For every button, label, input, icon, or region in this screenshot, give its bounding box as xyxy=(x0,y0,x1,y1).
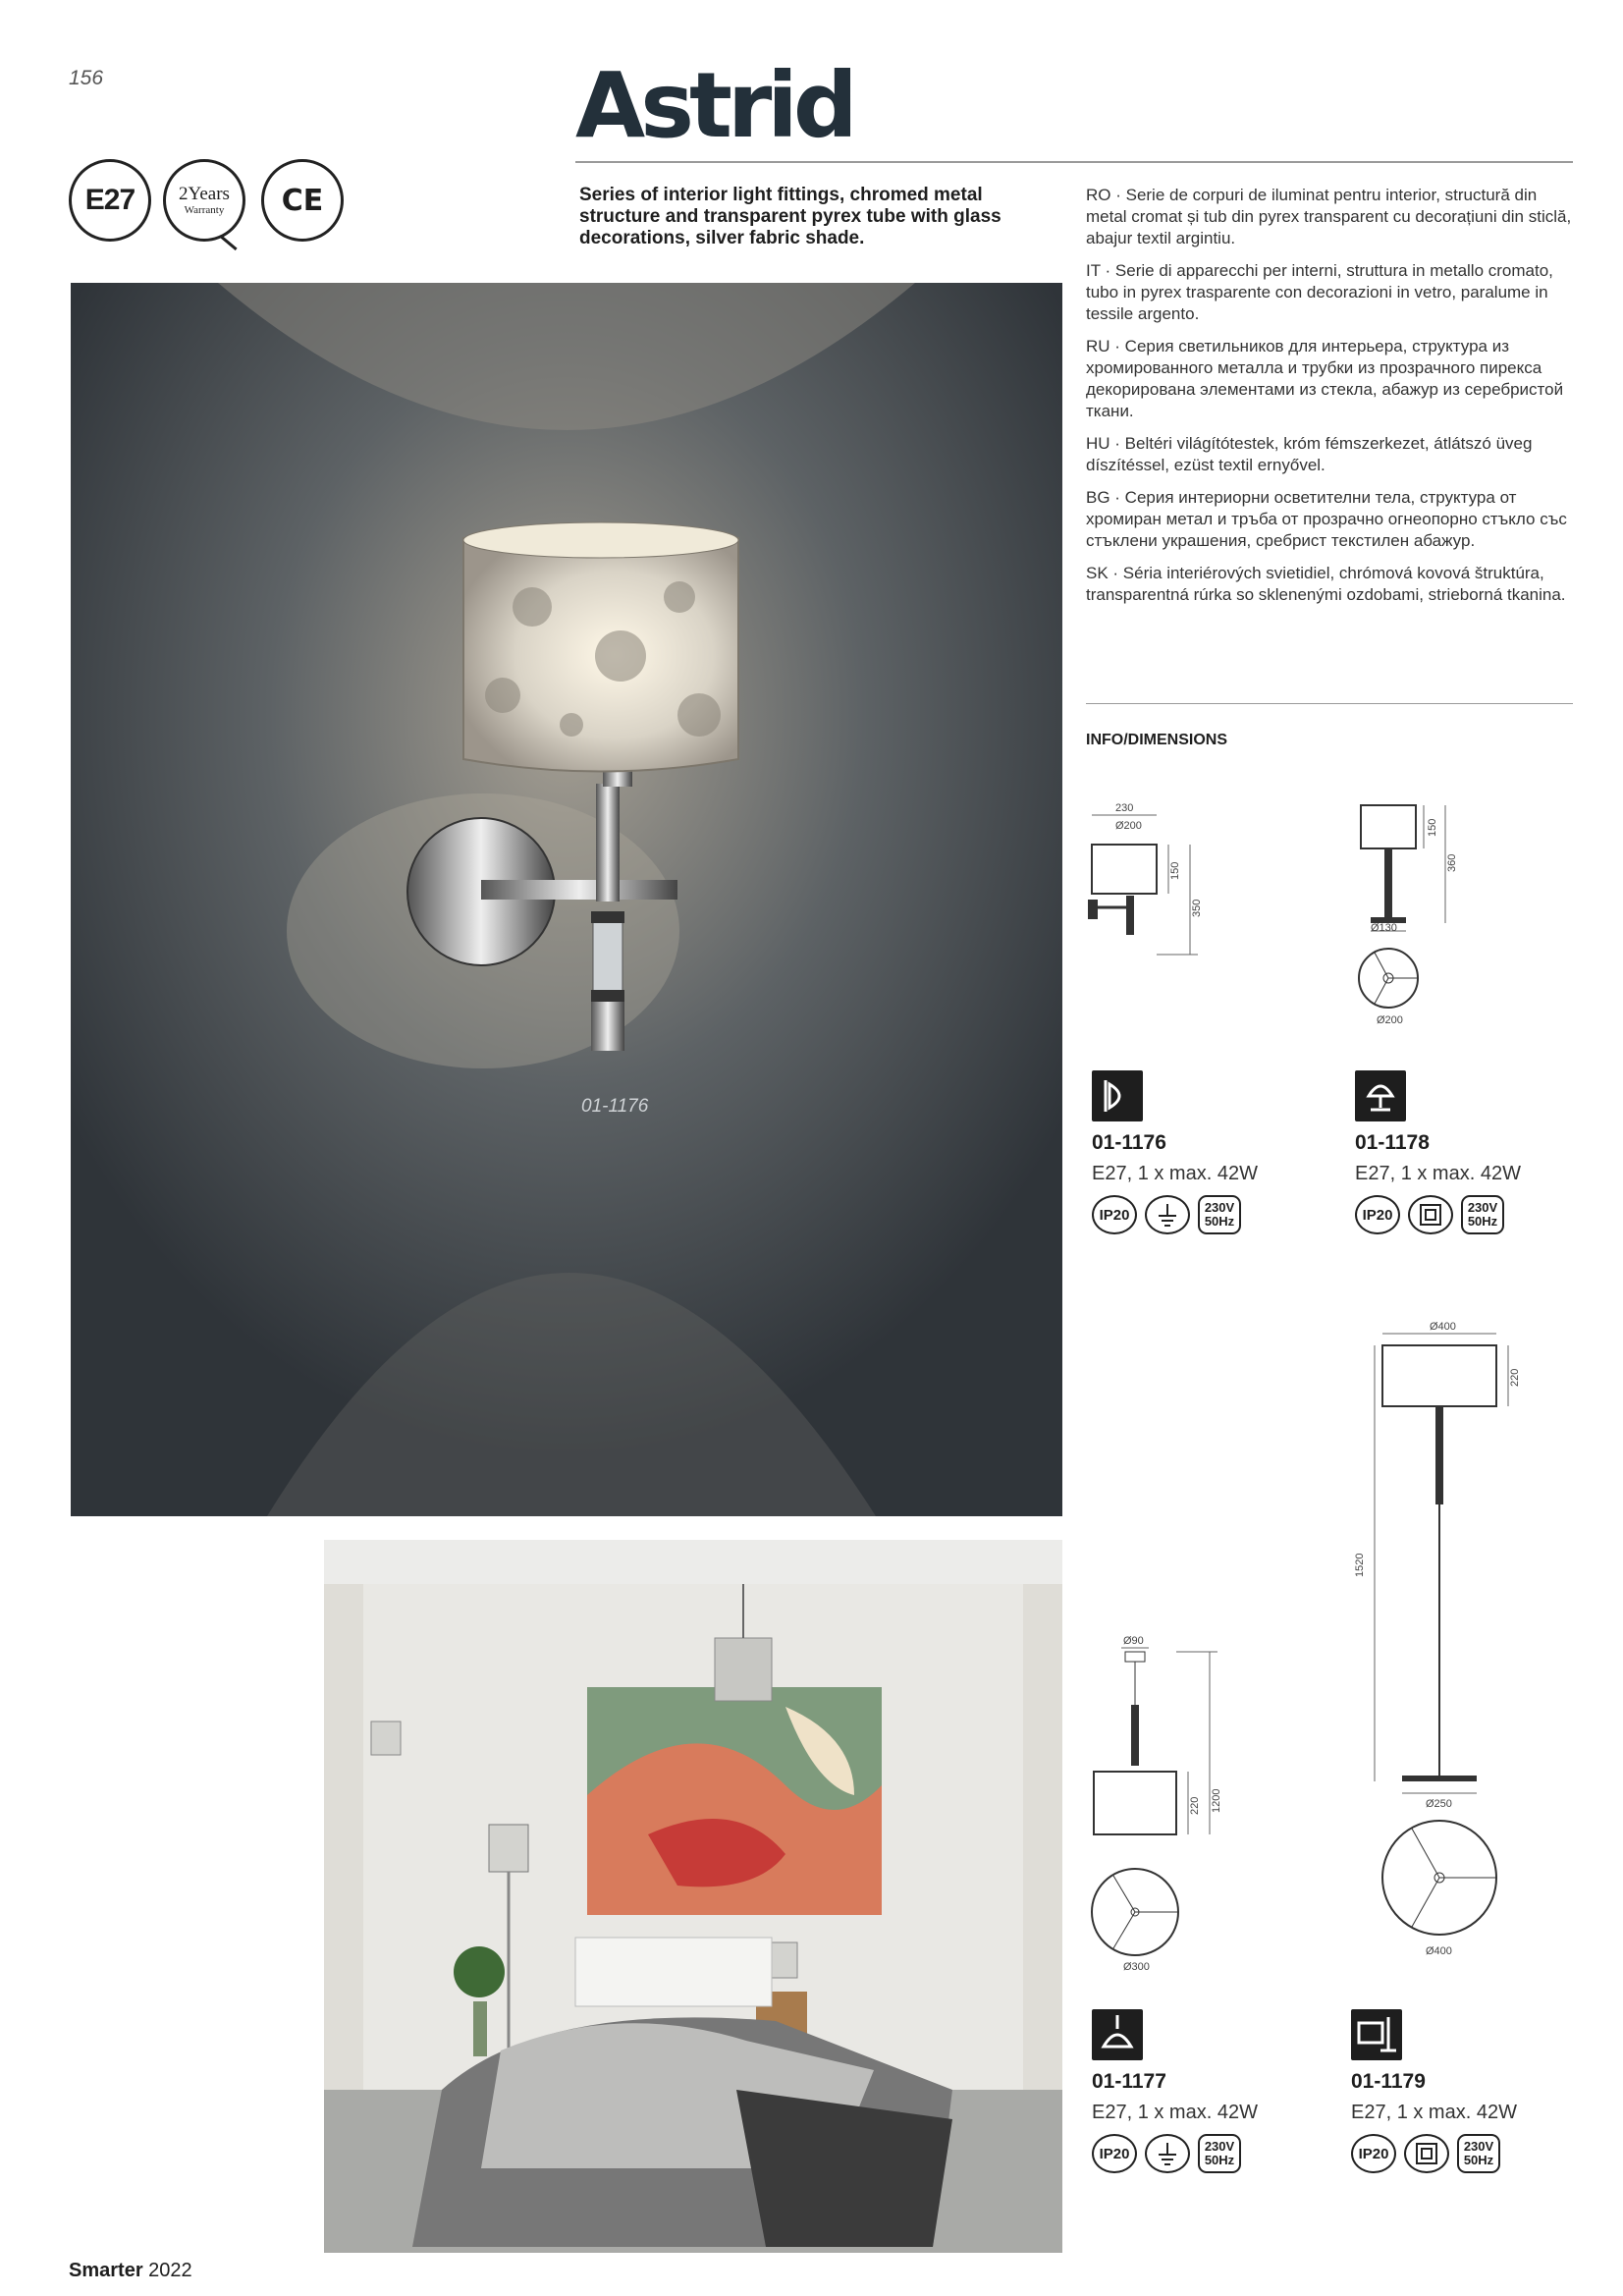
dimension-drawings-bottom xyxy=(1080,1306,1571,1994)
voltage: 230V xyxy=(1467,1200,1498,1215)
product-01-1178 xyxy=(1355,1070,1521,1236)
floor-base-diameter: Ø250 xyxy=(1426,1798,1452,1810)
dimension-drawings-top xyxy=(1080,786,1551,1336)
floor-shade-diameter: Ø400 xyxy=(1430,1321,1456,1333)
frequency: 50Hz xyxy=(1204,2153,1235,2167)
table-top-diameter: Ø200 xyxy=(1377,1014,1403,1026)
pendant-canopy-diameter: Ø90 xyxy=(1123,1635,1144,1647)
product-01-1179 xyxy=(1351,2009,1517,2175)
wall-total-height: 350 xyxy=(1191,899,1203,917)
pendant-lamp-drawing xyxy=(1092,1635,1222,1973)
translation-it: IT · Serie di apparecchi per interni, struttura in metallo cromato, tubo in pyrex trasparente con decorazioni in vetro, paralume in tessile argento. xyxy=(1086,261,1553,323)
page-number: 156 xyxy=(69,67,104,89)
table-total-height: 360 xyxy=(1446,853,1458,872)
earth-icon xyxy=(1145,1195,1190,1234)
pendant-lamp-icon xyxy=(1092,2009,1143,2060)
voltage: 230V xyxy=(1463,2139,1494,2154)
translations xyxy=(1086,185,1573,617)
ip20-badge: IP20 xyxy=(1092,1195,1137,1234)
voltage-badge xyxy=(1457,2134,1500,2173)
translation-hu: HU · Beltéri világítótestek, króm fémszerkezet, átlátszó üveg díszítéssel, ezüst textil ernyővel. xyxy=(1086,434,1533,474)
frequency: 50Hz xyxy=(1204,1214,1235,1229)
e27-badge: E27 xyxy=(69,159,151,242)
page-title: Astrid xyxy=(575,53,853,158)
product-spec: E27, 1 x max. 42W xyxy=(1351,2102,1517,2123)
ip20-badge: IP20 xyxy=(1092,2134,1137,2173)
wall-lamp-icon xyxy=(1092,1070,1143,1121)
table-lamp-drawing xyxy=(1359,805,1458,1026)
double-insulation-icon xyxy=(1404,2134,1449,2173)
table-base-diameter: Ø130 xyxy=(1371,922,1397,934)
table-lamp-icon xyxy=(1355,1070,1406,1121)
description-en: Series of interior light fittings, chromed metal structure and transparent pyrex tube with glass decorations, silver fabric shade. xyxy=(579,185,1001,248)
frequency: 50Hz xyxy=(1463,2153,1494,2167)
product-spec: E27, 1 x max. 42W xyxy=(1092,2102,1258,2123)
earth-icon xyxy=(1145,2134,1190,2173)
product-code: 01-1179 xyxy=(1351,2070,1426,2093)
warranty-years: 2Years xyxy=(179,184,230,204)
voltage-badge xyxy=(1198,1195,1241,1234)
photo-caption: 01-1176 xyxy=(581,1096,649,1117)
product-01-1177 xyxy=(1092,2009,1258,2175)
product-01-1176 xyxy=(1092,1070,1258,1236)
voltage: 230V xyxy=(1204,1200,1235,1215)
product-code: 01-1176 xyxy=(1092,1131,1166,1154)
voltage-badge xyxy=(1198,2134,1241,2173)
warranty-label: Warranty xyxy=(184,204,225,216)
floor-top-diameter: Ø400 xyxy=(1426,1945,1452,1957)
wall-width: 230 xyxy=(1115,802,1134,814)
voltage: 230V xyxy=(1204,2139,1235,2154)
translation-bg: BG · Серия интериорни осветителни тела, структура от хромиран метал и тръба от прозрачно огнеопорно стъкло със стъклени украшения, сребрист текстилен абажур. xyxy=(1086,488,1567,550)
product-spec: E27, 1 x max. 42W xyxy=(1355,1163,1521,1184)
product-spec: E27, 1 x max. 42W xyxy=(1092,1163,1258,1184)
footer-brand: Smarter xyxy=(69,2260,143,2281)
certification-badges xyxy=(69,159,353,247)
pendant-shade-diameter: Ø300 xyxy=(1123,1961,1150,1973)
footer xyxy=(69,2260,192,2282)
title-rule xyxy=(575,161,1573,163)
product-code: 01-1178 xyxy=(1355,1131,1430,1154)
translation-ru: RU · Серия светильников для интерьера, структура из хромированного металла и трубки из прозрачного пирекса декорирована элементами из стекла, абажур из серебристой ткани. xyxy=(1086,337,1564,420)
wall-lamp-drawing xyxy=(1088,802,1203,955)
double-insulation-icon xyxy=(1408,1195,1453,1234)
translation-ro: RO · Serie de corpuri de iluminat pentru interior, structură din metal cromat și tub din pyrex transparent cu decorațiuni din sticlă, abajur textil argintiu. xyxy=(1086,186,1572,247)
floor-lamp-icon xyxy=(1351,2009,1402,2060)
floor-shade-height: 220 xyxy=(1509,1368,1521,1387)
voltage-badge xyxy=(1461,1195,1504,1234)
translations-rule xyxy=(1086,703,1573,704)
frequency: 50Hz xyxy=(1467,1214,1498,1229)
pendant-shade-height: 220 xyxy=(1189,1796,1201,1815)
footer-year: 2022 xyxy=(148,2260,192,2281)
warranty-badge xyxy=(163,159,245,242)
floor-total-height: 1520 xyxy=(1354,1553,1366,1577)
floor-lamp-drawing xyxy=(1354,1321,1521,1957)
wall-lamp-photo xyxy=(71,283,1062,1516)
ce-badge: CE xyxy=(261,159,344,242)
section-heading: INFO/DIMENSIONS xyxy=(1086,732,1228,748)
wall-diameter: Ø200 xyxy=(1115,820,1142,832)
pendant-total-height: 1200 xyxy=(1211,1788,1222,1813)
product-code: 01-1177 xyxy=(1092,2070,1166,2093)
table-shade-height: 150 xyxy=(1427,818,1438,837)
ip20-badge: IP20 xyxy=(1351,2134,1396,2173)
translation-sk: SK · Séria interiérových svietidiel, chrómová kovová štruktúra, transparentná rúrka so sklenenými ozdobami, strieborná tkanina. xyxy=(1086,564,1566,604)
bedroom-photo xyxy=(324,1540,1062,2253)
wall-shade-height: 150 xyxy=(1169,861,1181,880)
ip20-badge: IP20 xyxy=(1355,1195,1400,1234)
